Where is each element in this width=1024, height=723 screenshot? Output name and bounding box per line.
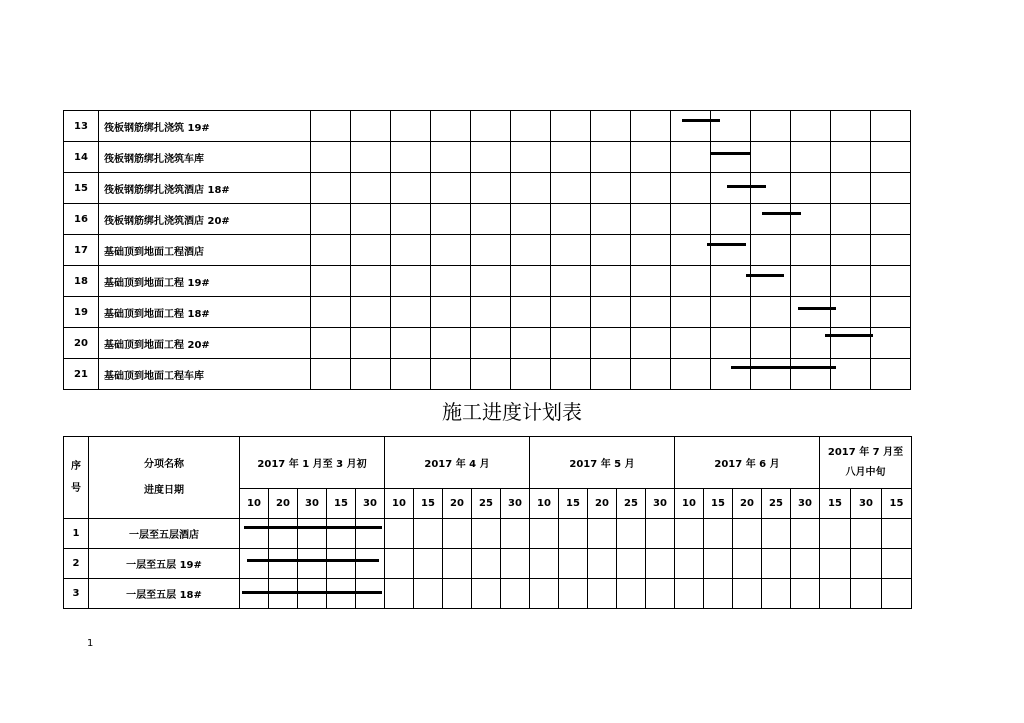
task-name: 基础顶到地面工程酒店 xyxy=(99,235,311,266)
task-name: 基础顶到地面工程 20# xyxy=(99,328,311,359)
period-header: 2017 年 1 月至 3 月初 xyxy=(240,437,385,489)
day-header: 25 xyxy=(617,489,646,519)
day-header: 20 xyxy=(588,489,617,519)
table-row xyxy=(64,204,911,235)
day-header: 15 xyxy=(882,489,912,519)
row-number: 15 xyxy=(64,173,99,204)
item-header xyxy=(89,437,240,519)
schedule-table xyxy=(63,436,912,609)
row-number: 3 xyxy=(64,579,89,609)
day-header: 15 xyxy=(820,489,851,519)
day-header: 25 xyxy=(762,489,791,519)
gantt-bar xyxy=(242,591,382,594)
gantt-bar xyxy=(731,366,836,369)
gantt-bar xyxy=(727,185,766,188)
day-header: 15 xyxy=(414,489,443,519)
task-name: 一层至五层 18# xyxy=(89,579,240,609)
task-name: 筏板钢筋绑扎浇筑酒店 20# xyxy=(99,204,311,235)
day-header: 30 xyxy=(851,489,882,519)
day-header: 15 xyxy=(327,489,356,519)
gantt-bar xyxy=(682,119,720,122)
row-number: 2 xyxy=(64,549,89,579)
page-title: 施工进度计划表 xyxy=(442,400,582,424)
row-number: 18 xyxy=(64,266,99,297)
task-name: 基础顶到地面工程车库 xyxy=(99,359,311,390)
day-header: 10 xyxy=(530,489,559,519)
task-name: 筏板钢筋绑扎浇筑酒店 18# xyxy=(99,173,311,204)
row-number: 16 xyxy=(64,204,99,235)
day-header: 30 xyxy=(791,489,820,519)
table-row xyxy=(64,235,911,266)
gantt-bar xyxy=(711,152,750,155)
row-number: 21 xyxy=(64,359,99,390)
task-name: 基础顶到地面工程 19# xyxy=(99,266,311,297)
day-header: 30 xyxy=(356,489,385,519)
row-number: 1 xyxy=(64,519,89,549)
day-header: 30 xyxy=(501,489,530,519)
row-number: 17 xyxy=(64,235,99,266)
period-header: 2017 年 5 月 xyxy=(530,437,675,489)
table-row xyxy=(64,111,911,142)
item-name-header: 分项名称 xyxy=(144,458,184,470)
day-header: 10 xyxy=(240,489,269,519)
row-number: 14 xyxy=(64,142,99,173)
day-header: 25 xyxy=(472,489,501,519)
task-name: 筏板钢筋绑扎浇筑 19# xyxy=(99,111,311,142)
gantt-bar xyxy=(244,526,382,529)
period-header: 2017 年 4 月 xyxy=(385,437,530,489)
day-header: 10 xyxy=(675,489,704,519)
gantt-bar xyxy=(762,212,801,215)
gantt-bar xyxy=(707,243,746,246)
period-header: 2017 年 6 月 xyxy=(675,437,820,489)
row-number: 20 xyxy=(64,328,99,359)
table-row xyxy=(64,173,911,204)
table-row xyxy=(64,549,912,579)
day-header: 20 xyxy=(443,489,472,519)
table-row xyxy=(64,297,911,328)
gantt-bar xyxy=(825,334,873,337)
day-header: 20 xyxy=(733,489,762,519)
schedule-table-continued xyxy=(63,110,911,390)
day-header: 15 xyxy=(559,489,588,519)
table-row xyxy=(64,266,911,297)
progress-date-header: 进度日期 xyxy=(144,484,184,496)
task-name: 基础顶到地面工程 18# xyxy=(99,297,311,328)
day-header: 30 xyxy=(646,489,675,519)
row-number: 13 xyxy=(64,111,99,142)
gantt-bar xyxy=(247,559,379,562)
day-header: 30 xyxy=(298,489,327,519)
day-header: 20 xyxy=(269,489,298,519)
page-number: 1 xyxy=(87,638,94,649)
table-row xyxy=(64,359,911,390)
day-header: 15 xyxy=(704,489,733,519)
day-header: 10 xyxy=(385,489,414,519)
period-header: 2017 年 7 月至八月中旬 xyxy=(820,437,912,489)
gantt-bar xyxy=(798,307,836,310)
task-name: 筏板钢筋绑扎浇筑车库 xyxy=(99,142,311,173)
table-row xyxy=(64,519,912,549)
table-row xyxy=(64,579,912,609)
gantt-bar xyxy=(746,274,784,277)
table-row xyxy=(64,328,911,359)
row-number: 19 xyxy=(64,297,99,328)
task-name: 一层至五层酒店 xyxy=(89,519,240,549)
table-row xyxy=(64,142,911,173)
seq-header: 序 号 xyxy=(64,437,89,519)
header-row xyxy=(64,437,912,489)
task-name: 一层至五层 19# xyxy=(89,549,240,579)
